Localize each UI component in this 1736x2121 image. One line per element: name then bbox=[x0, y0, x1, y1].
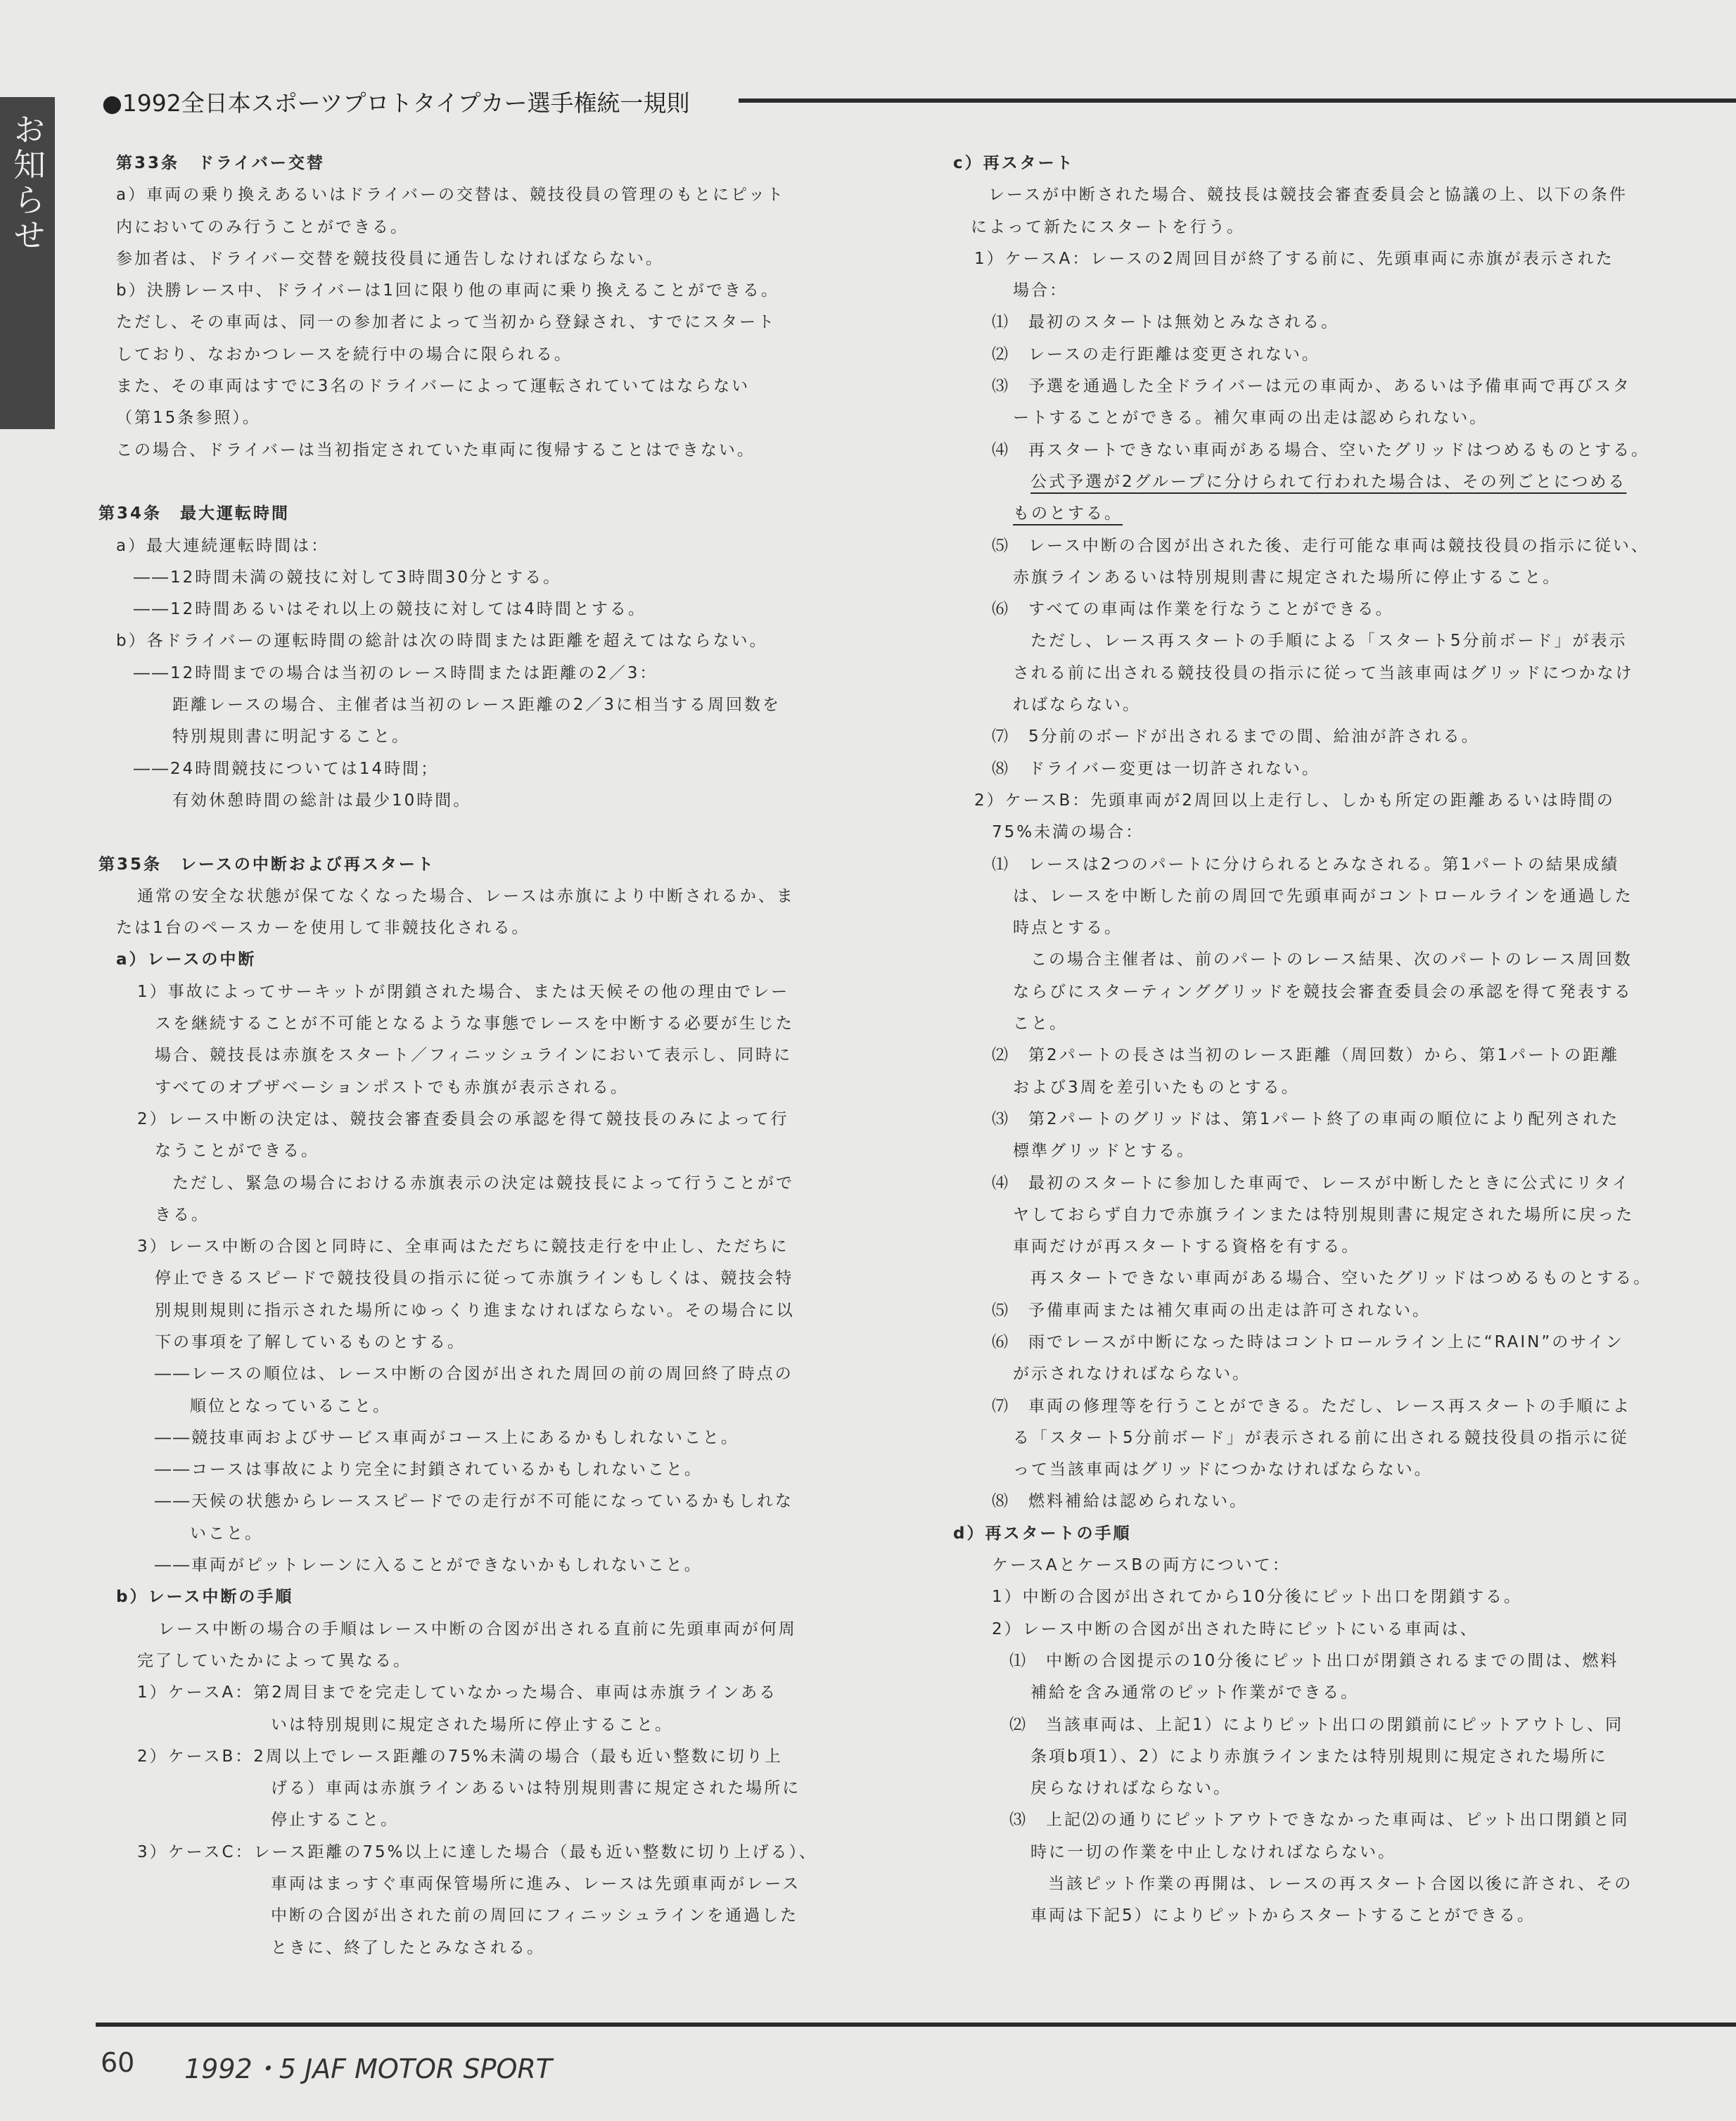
text-line: 参加者は、ドライバー交替を競技役員に通告しなければならない。 bbox=[116, 249, 664, 268]
text-line: 中断の合図が出された前の周回にフィニッシュラインを通過した bbox=[271, 1906, 799, 1925]
text-line: 75%未満の場合： bbox=[992, 823, 1144, 842]
text-line: 車両は下記5）によりピットからスタートすることができる。 bbox=[1030, 1906, 1536, 1925]
text-line: 2）レース中断の決定は、競技会審査委員会の承認を得て競技長のみによって行 bbox=[137, 1109, 789, 1128]
text-line: ならびにスターティンググリッドを競技会審査委員会の承認を得て発表する bbox=[1013, 982, 1633, 1001]
text-line bbox=[98, 466, 823, 498]
page-header-title: ●1992全日本スポーツプロトタイプカー選手権統一規則 bbox=[102, 89, 690, 117]
text-line: 下の事項を了解しているものとする。 bbox=[155, 1332, 466, 1351]
text-line: a）車両の乗り換えあるいはドライバーの交替は、競技役員の管理のもとにピット bbox=[116, 186, 786, 205]
text-line: ⑴ 中断の合図提示の10分後にピット出口が閉鎖されるまでの間は、燃料 bbox=[1009, 1651, 1619, 1670]
text-line: ⑴ レースは2つのパートに分けられるとみなされる。第1パートの結果成績 bbox=[992, 855, 1620, 874]
text-line: 順位となっていること。 bbox=[190, 1396, 391, 1415]
text-line: ――車両がピットレーンに入ることができないかもしれないこと。 bbox=[155, 1556, 703, 1575]
magazine-issue: 1992・5 JAF MOTOR SPORT bbox=[184, 2053, 552, 2084]
text-line: 当該ピット作業の再開は、レースの再スタート合図以後に許され、その bbox=[1048, 1875, 1633, 1894]
text-line: ただし、レース再スタートの手順による「スタート5分前ボード」が表示 bbox=[1030, 632, 1628, 651]
text-line: 戻らなければならない。 bbox=[1030, 1779, 1232, 1798]
text-line: しており、なおかつレースを続行中の場合に限られる。 bbox=[116, 345, 573, 364]
text-line: ――12時間未満の競技に対して3時間30分とする。 bbox=[134, 568, 562, 587]
text-line: いは特別規則に規定された場所に停止すること。 bbox=[271, 1715, 673, 1734]
text-line: 有効休憩時間の総計は最少10時間。 bbox=[172, 791, 472, 810]
text-line: また、その車両はすでに3名のドライバーによって運転されていてはならない bbox=[116, 377, 751, 396]
right-column bbox=[953, 148, 1678, 1932]
text-line: ⑵ レースの走行距離は変更されない。 bbox=[992, 345, 1320, 364]
text-line: ⑷ 再スタートできない車両がある場合、空いたグリッドはつめるものとする。 bbox=[992, 440, 1650, 459]
text-line: 内においてのみ行うことができる。 bbox=[116, 217, 409, 236]
text-line: および3周を差引いたものとする。 bbox=[1013, 1078, 1300, 1097]
text-line: 車両はまっすぐ車両保管場所に進み、レースは先頭車両がレース bbox=[271, 1875, 801, 1894]
article-heading: 第34条 最大運転時間 bbox=[98, 504, 291, 523]
text-line: 2）レース中断の合図が出された時にピットにいる車両は、 bbox=[992, 1619, 1479, 1638]
text-line: ⑻ ドライバー変更は一切許されない。 bbox=[992, 759, 1320, 778]
text-line: （第15条参照）。 bbox=[116, 409, 261, 428]
text-line: すべてのオブザベーションポストでも赤旗が表示される。 bbox=[155, 1078, 629, 1097]
footer-rule bbox=[96, 2023, 1736, 2027]
section-tab: お知らせ bbox=[0, 97, 55, 429]
text-line: 1）事故によってサーキットが閉鎖された場合、または天候その他の理由でレー bbox=[137, 982, 790, 1001]
text-line: なうことができる。 bbox=[155, 1142, 319, 1161]
text-line: こと。 bbox=[1013, 1014, 1068, 1033]
text-line: この場合、ドライバーは当初指定されていた車両に復帰することはできない。 bbox=[116, 440, 755, 459]
text-line: きる。 bbox=[155, 1205, 210, 1224]
text-line: ただし、緊急の場合における赤旗表示の決定は競技長によって行うことがで bbox=[172, 1173, 794, 1192]
text-line: 完了していたかによって異なる。 bbox=[137, 1651, 411, 1670]
text-line: ⑶ 第2パートのグリッドは、第1パート終了の車両の順位により配列された bbox=[992, 1109, 1620, 1128]
text-line: ⑸ レース中断の合図が出された後、走行可能な車両は競技役員の指示に従い、 bbox=[992, 536, 1649, 555]
text-line: が示されなければならない。 bbox=[1013, 1365, 1251, 1384]
text-line: ――競技車両およびサービス車両がコース上にあるかもしれないこと。 bbox=[155, 1428, 739, 1447]
text-line bbox=[953, 498, 1678, 530]
article-heading: 第35条 レースの中断および再スタート bbox=[98, 855, 435, 874]
text-line: a）最大連続運転時間は： bbox=[116, 536, 330, 555]
text-line: 停止すること。 bbox=[271, 1811, 399, 1830]
text-line: 1）中断の合図が出されてから10分後にピット出口を閉鎖する。 bbox=[992, 1588, 1522, 1607]
text-line: ⑺ 5分前のボードが出されるまでの間、給油が許される。 bbox=[992, 727, 1480, 746]
text-line: 補給を含み通常のピット作業ができる。 bbox=[1030, 1683, 1360, 1702]
text-line: 2）ケースB：2周以上でレース距離の75%未満の場合（最も近い整数に切り上 bbox=[137, 1747, 783, 1766]
text-line: b）各ドライバーの運転時間の総計は次の時間または距離を超えてはならない。 bbox=[116, 632, 768, 651]
text-line: によって新たにスタートを行う。 bbox=[971, 217, 1245, 236]
text-line: ればならない。 bbox=[1013, 696, 1141, 715]
article-heading: a）レースの中断 bbox=[116, 950, 257, 969]
text-line: 1）ケースA：第2周目までを完走していなかった場合、車両は赤旗ラインある bbox=[137, 1683, 778, 1702]
text-line: る「スタート5分前ボード」が表示される前に出される競技役員の指示に従 bbox=[1013, 1428, 1629, 1447]
text-line: ⑶ 予選を通過した全ドライバーは元の車両か、あるいは予備車両で再びスタ bbox=[992, 377, 1631, 396]
text-line: ⑹ 雨でレースが中断になった時はコントロールライン上に“RAIN”のサイン bbox=[992, 1332, 1624, 1351]
text-line: 2）ケースB：先頭車両が2周回以上走行し、しかも所定の距離あるいは時間の bbox=[974, 791, 1615, 810]
header-rule bbox=[739, 98, 1736, 103]
text-line: ――12時間あるいはそれ以上の競技に対しては4時間とする。 bbox=[134, 600, 646, 619]
text-line: ただし、その車両は、同一の参加者によって当初から登録され、すでにスタート bbox=[116, 313, 777, 332]
text-line: スを継続することが不可能となるような事態でレースを中断する必要が生じた bbox=[155, 1014, 794, 1033]
text-line: 距離レースの場合、主催者は当初のレース距離の2／3に相当する周回数を bbox=[172, 696, 781, 715]
text-line: げる）車両は赤旗ラインあるいは特別規則書に規定された場所に bbox=[271, 1779, 801, 1798]
text-line: 赤旗ラインあるいは特別規則書に規定された場所に停止すること。 bbox=[1013, 568, 1562, 587]
text-line: ⑶ 上記⑵の通りにピットアウトできなかった車両は、ピット出口閉鎖と同 bbox=[1009, 1811, 1630, 1830]
text-line: この場合主催者は、前のパートのレース結果、次のパートのレース周回数 bbox=[1030, 950, 1633, 969]
text-line: 停止できるスピードで競技役員の指示に従って赤旗ラインもしくは、競技会特 bbox=[155, 1269, 794, 1288]
text-line: ⑵ 当該車両は、上記1）によりピット出口の閉鎖前にピットアウトし、同 bbox=[1009, 1715, 1624, 1734]
text-line: 3）ケースC：レース距離の75%以上に達した場合（最も近い整数に切り上げる）、 bbox=[137, 1842, 818, 1861]
text-line: 場合、競技長は赤旗をスタート／フィニッシュラインにおいて表示し、同時に bbox=[155, 1046, 793, 1065]
article-heading: b）レース中断の手順 bbox=[116, 1588, 294, 1607]
text-line: ケースAとケースBの両方について： bbox=[992, 1556, 1291, 1575]
text-line: ときに、終了したとみなされる。 bbox=[271, 1938, 545, 1957]
text-line: 通常の安全な状態が保てなくなった場合、レースは赤旗により中断されるか、ま bbox=[137, 886, 795, 905]
left-column bbox=[98, 148, 823, 1964]
text-line: ――レースの順位は、レース中断の合図が出された周回の前の周回終了時点の bbox=[155, 1365, 793, 1384]
article-heading: c）再スタート bbox=[953, 154, 1075, 172]
text-line: ⑺ 車両の修理等を行うことができる。ただし、レース再スタートの手順によ bbox=[992, 1396, 1631, 1415]
text-line: ートすることができる。補欠車両の出走は認められない。 bbox=[1013, 409, 1488, 428]
text-line: は、レースを中断した前の周回で先頭車両がコントロールラインを通過した bbox=[1013, 886, 1633, 905]
underlined-text: 公式予選が2グループに分けられて行われた場合は、その列ごとにつめる bbox=[1030, 472, 1627, 491]
text-line: って当該車両はグリッドにつかなければならない。 bbox=[1013, 1460, 1433, 1479]
text-line: ――天候の状態からレーススピードでの走行が不可能になっているかもしれな bbox=[155, 1492, 793, 1511]
text-line: 別規則規則に指示された場所にゆっくり進まなければならない。その場合に以 bbox=[155, 1301, 795, 1320]
text-line: レース中断の場合の手順はレース中断の合図が出される直前に先頭車両が何周 bbox=[158, 1619, 797, 1638]
underlined-text: ものとする。 bbox=[1013, 504, 1123, 523]
text-line: 場合： bbox=[1013, 281, 1068, 300]
text-line: される前に出される競技役員の指示に従って当該車両はグリッドにつかなけ bbox=[1013, 663, 1634, 682]
text-line: 3）レース中断の合図と同時に、全車両はただちに競技走行を中止し、ただちに bbox=[137, 1237, 789, 1256]
text-line: ⑷ 最初のスタートに参加した車両で、レースが中断したときに公式にリタイ bbox=[992, 1173, 1630, 1192]
text-line: いこと。 bbox=[190, 1524, 263, 1543]
text-line: 特別規則書に明記すること。 bbox=[172, 727, 410, 746]
text-line: ⑵ 第2パートの長さは当初のレース距離（周回数）から、第1パートの距離 bbox=[992, 1046, 1620, 1065]
text-line: 時点とする。 bbox=[1013, 919, 1123, 938]
text-line: b）決勝レース中、ドライバーは1回に限り他の車両に乗り換えることができる。 bbox=[116, 281, 779, 300]
text-line bbox=[953, 466, 1678, 498]
text-line: 1）ケースA：レースの2周回目が終了する前に、先頭車両に赤旗が表示された bbox=[974, 249, 1614, 268]
text-line: 再スタートできない車両がある場合、空いたグリッドはつめるものとする。 bbox=[1030, 1269, 1652, 1288]
text-line: 条項b項1）、2）により赤旗ラインまたは特別規則に規定された場所に bbox=[1030, 1747, 1608, 1766]
text-line: ヤしておらず自力で赤旗ラインまたは特別規則書に規定された場所に戻った bbox=[1013, 1205, 1635, 1224]
text-line: ――24時間競技については14時間； bbox=[134, 759, 440, 778]
text-line: レースが中断された場合、競技長は競技会審査委員会と協議の上、以下の条件 bbox=[988, 186, 1628, 205]
text-line: ――12時間までの場合は当初のレース時間または距離の2／3： bbox=[134, 663, 658, 682]
text-line: ⑹ すべての車両は作業を行なうことができる。 bbox=[992, 600, 1394, 619]
text-line: たは1台のペースカーを使用して非競技化される。 bbox=[116, 919, 530, 938]
text-line: 標準グリッドとする。 bbox=[1013, 1142, 1196, 1161]
text-line: ――コースは事故により完全に封鎖されているかもしれないこと。 bbox=[155, 1460, 703, 1479]
text-line: ⑻ 燃料補給は認められない。 bbox=[992, 1492, 1248, 1511]
article-heading: 第33条 ドライバー交替 bbox=[116, 154, 325, 172]
text-line: 時に一切の作業を中止しなければならない。 bbox=[1030, 1842, 1396, 1861]
text-line bbox=[98, 817, 823, 848]
text-line: ⑴ 最初のスタートは無効とみなされる。 bbox=[992, 313, 1339, 332]
text-line: 車両だけが再スタートする資格を有する。 bbox=[1013, 1237, 1360, 1256]
page-number: 60 bbox=[101, 2047, 135, 2078]
article-heading: d）再スタートの手順 bbox=[953, 1524, 1132, 1543]
text-line: ⑸ 予備車両または補欠車両の出走は許可されない。 bbox=[992, 1301, 1431, 1320]
